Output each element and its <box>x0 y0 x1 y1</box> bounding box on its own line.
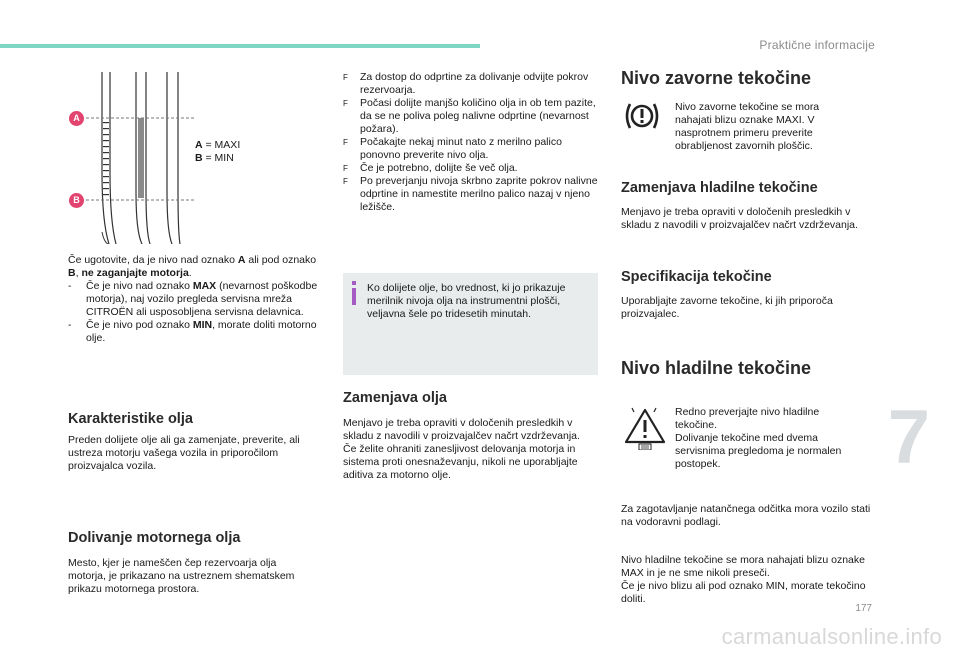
list-item: F Če je potrebno, dolijte še več olja. <box>343 162 518 174</box>
brake-fluid-text: Nivo zavorne tekočine se mora nahajati blizu oznake MAXI. V nasprotnem primeru preverite obrabljenost zavornih ploščic. <box>675 101 820 152</box>
section-title-oil-characteristics: Karakteristike olja <box>68 411 193 427</box>
legend-row-b: B = MIN <box>195 152 234 164</box>
oil-change-text: Menjavo je treba opraviti v določenih presledkih v skladu z navodili v proizvajalčev načrt vzdrževanja. Če želite ohraniti zanesljivost delovanja motorja in sistema proti onesnaževanju, nikoli ne uporabljajte aditiva za motorno olje. <box>343 417 580 481</box>
section-title-coolant-level: Nivo hladilne tekočine <box>621 358 812 378</box>
coolant-limit-text: Nivo hladilne tekočine se mora nahajati blizu oznake MAX in je ne sme nikoli preseči. Če je nivo blizu ali pod oznako MIN, morate tekočino doliti. <box>621 554 866 605</box>
illustration-legend <box>195 139 240 165</box>
legend-row-a: A = MAXI <box>195 139 241 151</box>
page-number: 177 <box>855 603 872 614</box>
brake-warning-icon <box>624 100 660 132</box>
watermark: carmanualsonline.info <box>721 624 942 649</box>
fluid-spec-text: Uporabljajte zavorne tekočine, ki jih priporoča proizvajalec. <box>621 295 833 320</box>
info-box-text: Ko dolijete olje, bo vrednost, ki jo prikazuje merilnik nivoja olja na instrumentni plošči, veljavna šele po tridesetih minutah. <box>367 282 566 320</box>
info-icon <box>350 281 358 305</box>
marker-a-badge: A <box>69 111 84 126</box>
dipstick-illustration <box>64 72 194 244</box>
oil-topup-text: Mesto, kjer je nameščen čep rezervoarja olja motorja, je prikazano na ustreznem shematskem prikazu motornega prostora. <box>68 557 295 595</box>
list-item: - Če je nivo pod oznako MIN, morate doliti motorno olje. <box>68 319 317 344</box>
chapter-number: 7 <box>887 395 930 480</box>
list-item: F Počakajte nekaj minut nato z merilno palico ponovno preverite nivo olja. <box>343 136 562 161</box>
list-item: F Za dostop do odprtine za dolivanje odvijte pokrov rezervoarja. <box>343 71 589 96</box>
header-title: Praktične informacije <box>759 38 875 52</box>
oil-topup-steps <box>343 71 601 214</box>
marker-b-badge: B <box>69 193 84 208</box>
list-item: F Počasi dolijte manjšo količino olja in ob tem pazite, da se ne poliva poleg nalivne odprtine (nevarnost požara). <box>343 97 596 135</box>
coolant-change-text: Menjavo je treba opraviti v določenih presledkih v skladu z navodili v proizvajalčev načrt vzdrževanja. <box>621 206 858 231</box>
list-item: - Če je nivo nad oznako MAX (nevarnost poškodbe motorja), naj vozilo pregleda servisna mreža CITROËN ali usposobljena servisna delavnica. <box>68 280 318 318</box>
section-title-brake-fluid: Nivo zavorne tekočine <box>621 68 812 88</box>
oil-level-intro: Če ugotovite, da je nivo nad oznako A ali pod oznako B, ne zaganjajte motorja. - Če je nivo nad oznako MAX (nevarnost poškodbe motorja), naj vozilo pregleda servisna mreža CITROËN ali usposobljena servisna delavnica. - Če je nivo pod oznako MIN, morate doliti motorno olje. <box>68 254 323 345</box>
oil-characteristics-text: Preden dolijete olje ali ga zamenjate, preverite, ali ustreza motorju vašega vozila in priporočilom proizvajalca vozila. <box>68 434 300 472</box>
list-item: F Po preverjanju nivoja skrbno zaprite pokrov nalivne odprtine in namestite merilno palico nazaj v njeno ležišče. <box>343 175 598 213</box>
section-title-fluid-spec: Specifikacija tekočine <box>621 269 772 285</box>
oil-level-dash-list <box>68 280 323 345</box>
coolant-reading-text: Za zagotavljanje natančnega odčitka mora vozilo stati na vodoravni podlagi. <box>621 503 871 528</box>
section-title-oil-topup: Dolivanje motornega olja <box>68 530 241 546</box>
section-title-coolant-change: Zamenjava hladilne tekočine <box>621 180 818 196</box>
hot-surface-warning-icon <box>622 406 668 450</box>
coolant-level-text: Redno preverjajte nivo hladilne tekočine. Dolivanje tekočine med dvema servisnima pregledoma je normalen postopek. <box>675 406 842 470</box>
section-title-oil-change: Zamenjava olja <box>343 390 447 406</box>
header-accent-bar <box>0 44 480 48</box>
